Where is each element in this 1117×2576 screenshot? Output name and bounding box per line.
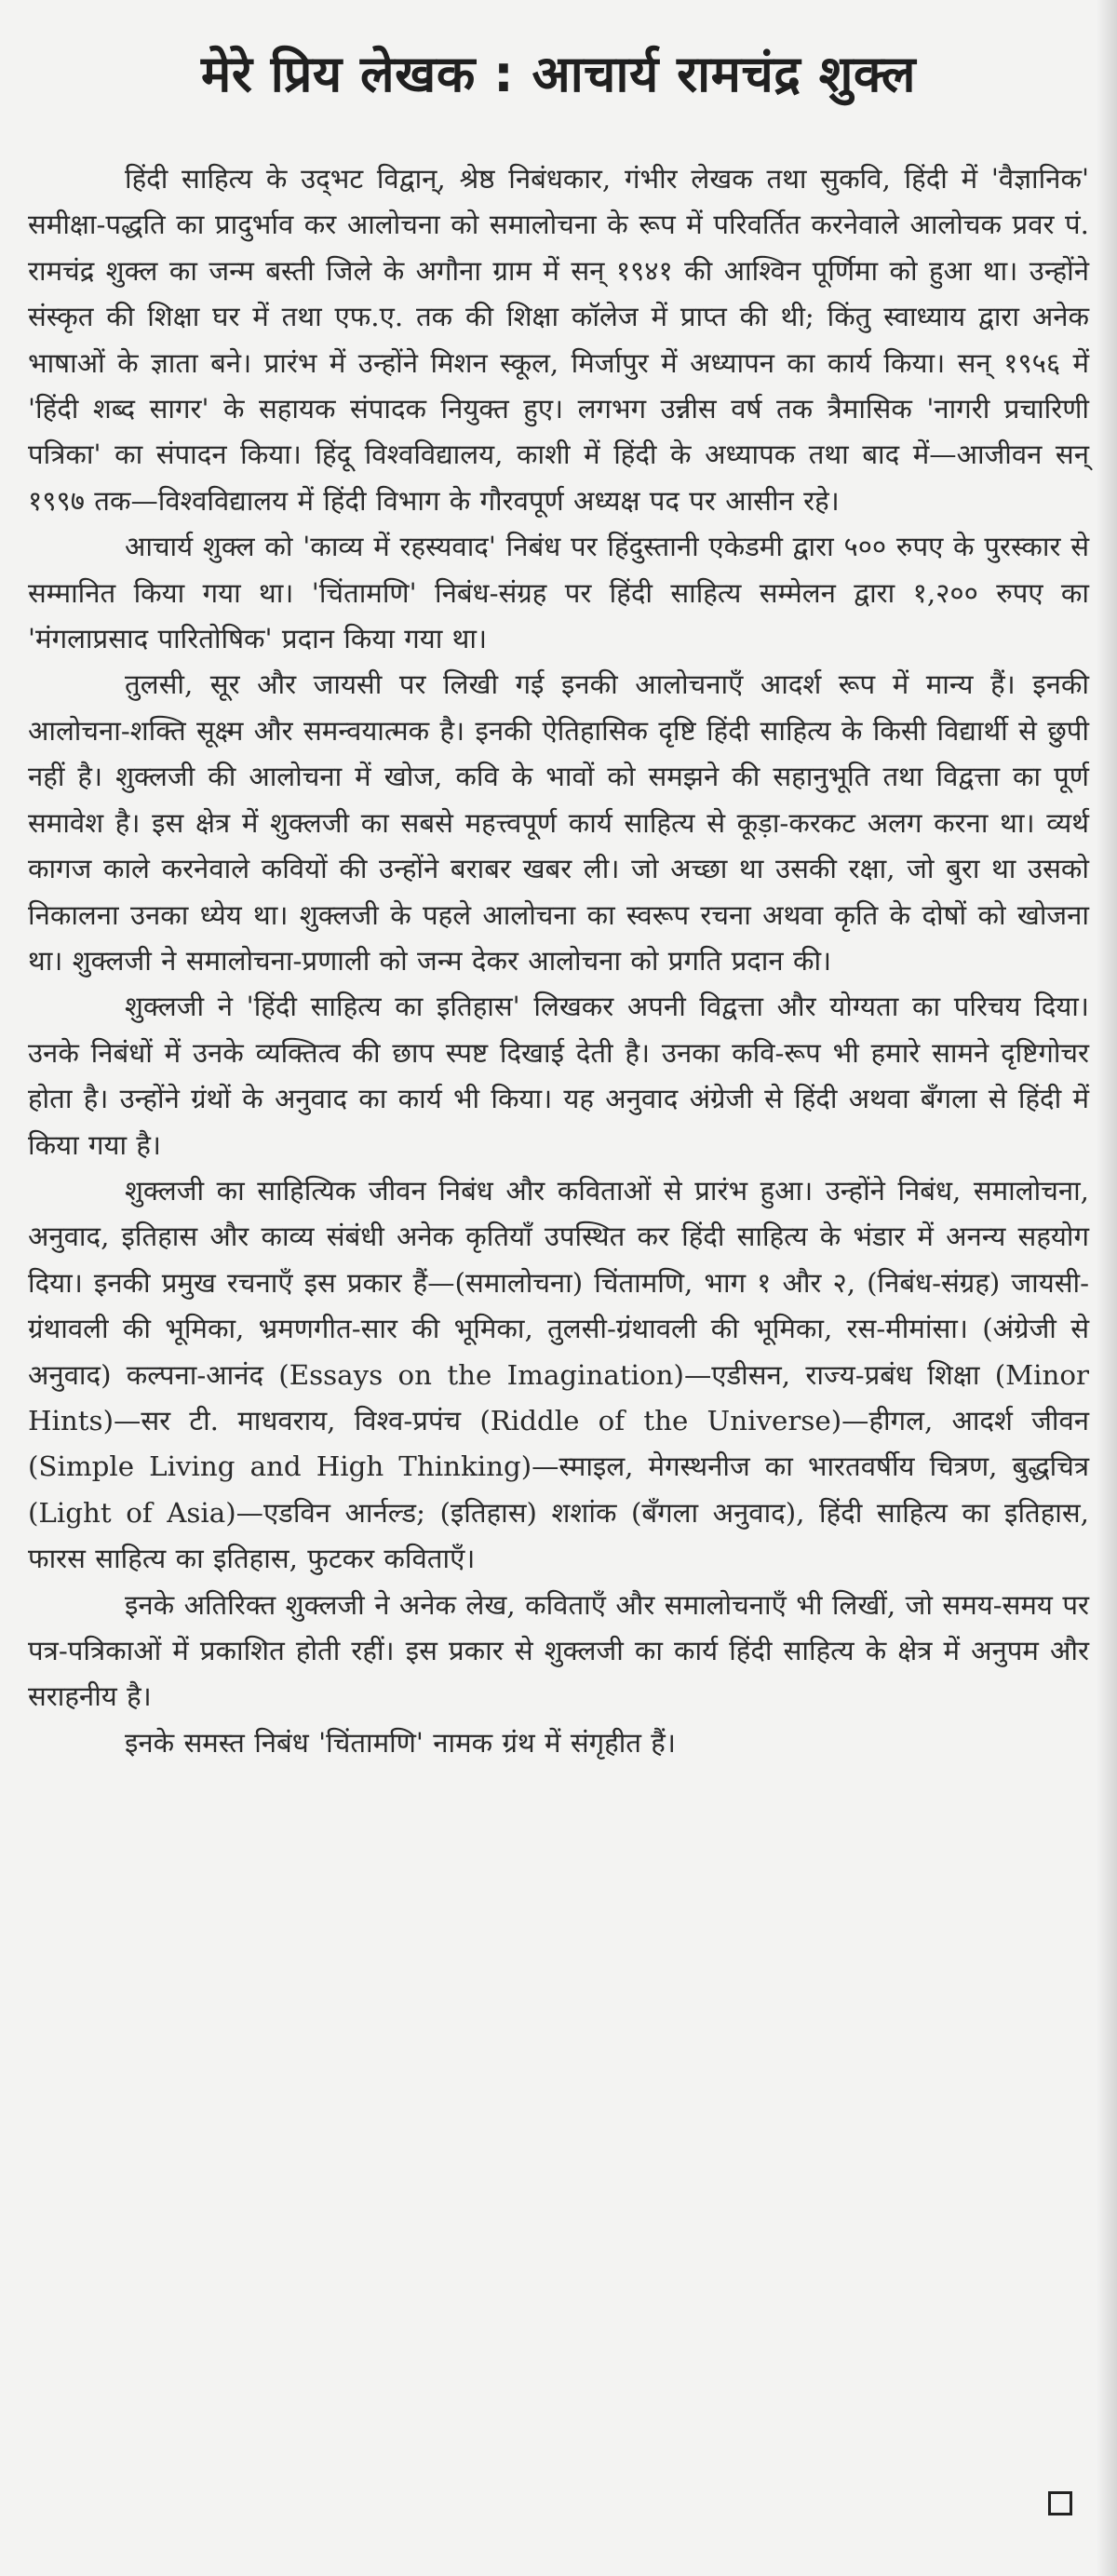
paragraph-chintamani: इनके समस्त निबंध 'चिंतामणि' नामक ग्रंथ में संगृहीत हैं। [125,1726,676,1759]
paragraph-history-translation: शुक्लजी ने 'हिंदी साहित्य का इतिहास' लिखकर अपनी विद्वत्ता और योग्यता का परिचय दिया। उनके निबंधों में उनके व्यक्तित्व की छाप स्पष्ट दिखाई देती है। उनका कवि-रूप भी हमारे सामने दृष्टिगोचर होता है। उन्होंने ग्रंथों के अनुवाद का कार्य भी किया। यह अनुवाद अंग्रेजी से हिंदी अथवा बँगला से हिंदी में किया गया है। [28,991,1089,1161]
paragraph-criticism: तुलसी, सूर और जायसी पर लिखी गई इनकी आलोचनाएँ आदर्श रूप में मान्य हैं। इनकी आलोचना-शक्ति सूक्ष्म और समन्वयात्मक है। इनकी ऐतिहासिक दृष्टि हिंदी साहित्य के किसी विद्यार्थी से छुपी नहीं है। शुक्लजी की आलोचना में खोज, कवि के भावों को समझने की सहानुभूति तथा विद्वत्ता का पूर्ण समावेश है। इस क्षेत्र में शुक्लजी का सबसे महत्त्वपूर्ण कार्य साहित्य से कूड़ा-करकट अलग करना था। व्यर्थ कागज काले करनेवाले कवियों की उन्होंने बराबर खबर ली। जो अच्छा था उसकी रक्षा, जो बुरा था उसको निकालना उनका ध्येय था। शुक्लजी के पहले आलोचना का स्वरूप रचना अथवा कृति के दोषों को खोजना था। शुक्लजी ने समालोचना-प्रणाली को जन्म देकर आलोचना को प्रगति प्रदान की। [28,668,1089,977]
end-of-article-box-icon [1048,2491,1072,2515]
paragraph-awards: आचार्य शुक्ल को 'काव्य में रहस्यवाद' निबंध पर हिंदुस्तानी एकेडमी द्वारा ५०० रुपए के पुरस्कार से सम्मानित किया गया था। 'चिंतामणि' निबंध-संग्रह पर हिंदी साहित्य सम्मेलन द्वारा १,२०० रुपए का 'मंगलाप्रसाद पारितोषिक' प्रदान किया गया था। [28,531,1089,655]
paragraph-works: शुक्लजी का साहित्यिक जीवन निबंध और कविताओं से प्रारंभ हुआ। उन्होंने निबंध, समालोचना, अनुवाद, इतिहास और काव्य संबंधी अनेक कृतियाँ उपस्थित कर हिंदी साहित्य के भंडार में अनन्य सहयोग दिया। इनकी प्रमुख रचनाएँ इस प्रकार हैं—(समालोचना) चिंतामणि, भाग १ और २, (निबंध-संग्रह) जायसी-ग्रंथावली की भूमिका, भ्रमणगीत-सार की भूमिका, तुलसी-ग्रंथावली की भूमिका, रस-मीमांसा। (अंग्रेजी से अनुवाद) कल्पना-आनंद (Essays on the Imagination)—एडीसन, राज्य-प्रबंध शिक्षा (Minor Hints)—सर टी. माधवराय, विश्व-प्रपंच (Riddle of the Universe)—हीगल, आदर्श जीवन (Simple Living and High Thinking)—स्माइल, मेगस्थनीज का भारतवर्षीय चित्रण, बुद्धचित्र (Light of Asia)—एडविन आर्नल्ड; (इतिहास) शशांक (बँगला अनुवाद), हिंदी साहित्य का इतिहास, फारस साहित्य का इतिहास, फुटकर कविताएँ। [28,1174,1089,1575]
page-title: मेरे प्रिय लेखक : आचार्य रामचंद्र शुक्ल [201,45,916,103]
page-edge-shadow [1097,0,1117,2576]
paragraph-other-writings: इनके अतिरिक्त शुक्लजी ने अनेक लेख, कविताएँ और समालोचनाएँ भी लिखीं, जो समय-समय पर पत्र-पत्रिकाओं में प्रकाशित होती रहीं। इस प्रकार से शुक्लजी का कार्य हिंदी साहित्य के क्षेत्र में अनुपम और सराहनीय है। [28,1588,1089,1713]
paragraph-biography: हिंदी साहित्य के उद्‌भट विद्वान्, श्रेष्ठ निबंधकार, गंभीर लेखक तथा सुकवि, हिंदी में 'वैज्ञानिक' समीक्षा-पद्धति का प्रादुर्भाव कर आलोचना को समालोचना के रूप में परिवर्तित करनेवाले आलोचक प्रवर पं. रामचंद्र शुक्ल का जन्म बस्ती जिले के अगौना ग्राम में सन् १९४१ की आश्विन पूर्णिमा को हुआ था। उन्होंने संस्कृत की शिक्षा घर में तथा एफ.ए. तक की शिक्षा कॉलेज में प्राप्त की थी; किंतु स्वाध्याय द्वारा अनेक भाषाओं के ज्ञाता बने। प्रारंभ में उन्होंने मिशन स्कूल, मिर्जापुर में अध्यापन का कार्य किया। सन् १९५६ में 'हिंदी शब्द सागर' के सहायक संपादक नियुक्त हुए। लगभग उन्नीस वर्ष तक त्रैमासिक 'नागरी प्रचारिणी पत्रिका' का संपादन किया। हिंदू विश्वविद्यालय, काशी में हिंदी के अध्यापक तथा बाद में—आजीवन सन् १९९७ तक—विश्वविद्यालय में हिंदी विभाग के गौरवपूर्ण अध्यक्ष पद पर आसीन रहे। [28,163,1089,517]
